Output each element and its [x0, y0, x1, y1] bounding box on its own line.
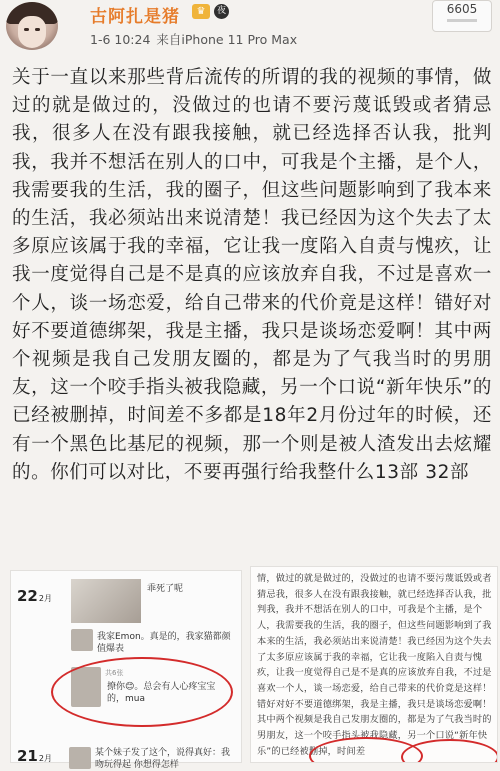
crown-badge-icon: ♛: [192, 4, 210, 19]
post-timestamp: 1-6 10:24: [90, 32, 151, 47]
moment-line-5: 某个妹子发了这个，说得真好：我吻玩得起 你想得怎样: [95, 748, 231, 770]
post-body-text: 关于一直以来那些背后流传的所谓的我的视频的事情，做过的就是做过的，没做过的也请不要污蔑诋毁或者猜忌我，很多人在没有跟我接触，就已经选择否认我，批判我，我并不想活在别人的口中，可我是个主播，是个人，我需要我的生活，我的圈子，但这些问题影响到了我本来的生活，我必须站出来说清楚！我已经因为这个失去了太多原应该属于我的幸福，它让我一度陷入自责与愧疚，让我一度觉得自己是不是真的应该放弃自我，不过是喜欢一个人，谈一场恋爱，给自己带来的代价竟是这样！错好对好不要道德绑架，我是主播，我只是谈场恋爱啊！其中两个视频是我自己发朋友圈的，都是为了气我当时的男朋友，这一个咬手指头被我隐藏，另一个口说“新年快乐”的已经被删掉，时间差不多都是18年2月份过年的时候，还有一个黑色比基尼的视频，那一个则是被人渣发出去炫耀的。你们可以对比，不要再强行给我整什么13部 32部: [12, 67, 492, 483]
follow-bar-icon: [447, 19, 477, 22]
attached-screenshots: [0, 560, 500, 770]
avatar[interactable]: [6, 2, 58, 50]
thumb-1: [71, 629, 93, 651]
screenshot-right[interactable]: [250, 566, 498, 763]
date-label-2: [17, 747, 52, 765]
follow-button[interactable]: [432, 0, 492, 32]
photo-count-label: 共6张: [105, 669, 124, 677]
date-day-2: 21: [17, 747, 38, 765]
follow-count: 6605: [446, 2, 478, 16]
screenshot-right-text: 情，做过的就是做过的，没做过的也请不要污蔑诋毁或者猜忌我，很多人在没有跟我接触，就已经选择否认我，批判我，我并不想活在别人的口中，可我是个主播，是个人，我需要我的生活，我的圈子，但这些问题影响到了我本来的生活，我必须站出来说清楚！我已经因为这个失去了太多原应该属于我的幸福，它让我一度陷入自责与愧疚，让我一度觉得自己是不是真的应该放弃自我，不过是喜欢一个人，谈一场恋爱，给自己带来的代价竟是这样！错好对好不要道德绑架，我是主播，我只是谈场恋爱啊！其中两个视频是我自己发朋友圈的，都是为了气我当时的男朋友，这一个咬手指头被我隐藏，另一个口说“新年快乐”的已经被删掉，时间差: [257, 573, 492, 757]
date-month-1: 2月: [38, 594, 52, 603]
date-day-1: 22: [17, 587, 38, 605]
username[interactable]: 古阿扎是猪: [90, 7, 180, 27]
post-header: [0, 0, 500, 52]
moment-line-4: 撩你😊。总会有人心疼宝宝的，mua: [107, 682, 216, 704]
post-source: 来自iPhone 11 Pro Max: [156, 32, 298, 47]
date-month-2: 2月: [38, 754, 52, 763]
moment-line-2: 我家Emon。真是的，我家猫都颜值爆表: [97, 632, 231, 654]
night-badge-icon: 夜: [214, 4, 229, 19]
date-label-1: [17, 587, 52, 605]
post-meta: [90, 30, 297, 48]
moment-line-1: 乖死了呢: [147, 584, 184, 594]
screenshot-left[interactable]: [10, 570, 242, 770]
thumb-3: [69, 747, 91, 769]
red-circle-annotation: [51, 657, 233, 727]
cat-photo: [71, 579, 141, 623]
